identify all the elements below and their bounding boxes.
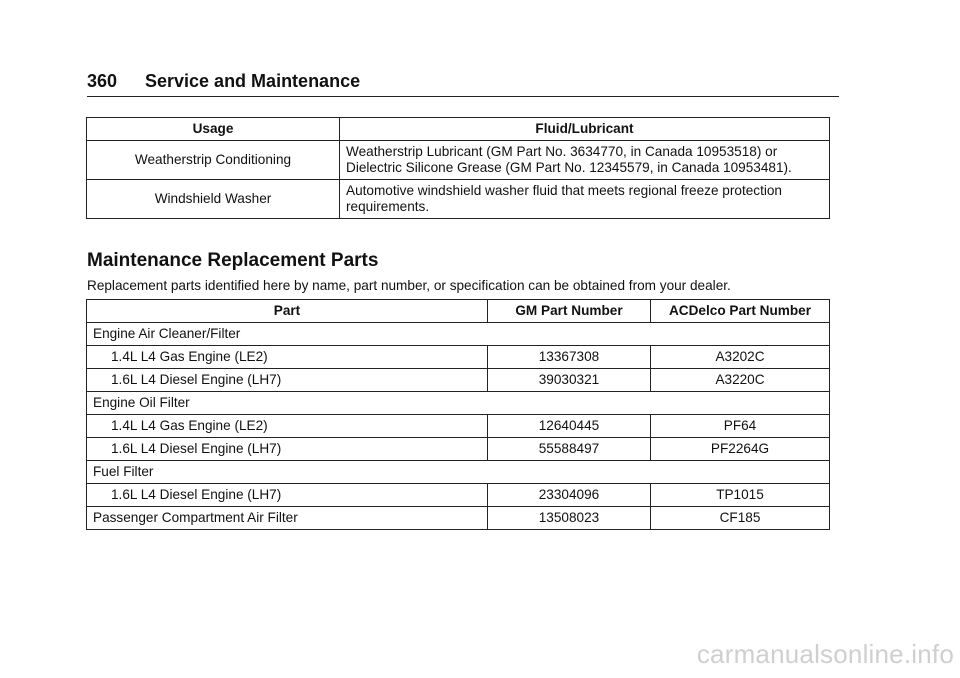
column-header-acdelco-part-number: ACDelco Part Number [651,300,830,323]
gm-part-number-cell: 23304096 [488,484,651,507]
column-header-gm-part-number: GM Part Number [488,300,651,323]
table-row [87,369,830,392]
table-row [87,180,830,219]
part-name-cell: 1.6L L4 Diesel Engine (LH7) [87,484,488,507]
acdelco-part-number-cell: CF185 [651,507,830,530]
table-header-row [87,300,830,323]
table-row [87,484,830,507]
table-row-group [87,392,830,415]
gm-part-number-cell: 13367308 [488,346,651,369]
parts-section-title: Maintenance Replacement Parts [87,250,379,271]
acdelco-part-number-cell: PF2264G [651,438,830,461]
table-row [87,346,830,369]
acdelco-part-number-cell: A3220C [651,369,830,392]
gm-part-number-cell: 39030321 [488,369,651,392]
column-header-part: Part [87,300,488,323]
gm-part-number-cell: 12640445 [488,415,651,438]
acdelco-part-number-cell: A3202C [651,346,830,369]
group-label: Fuel Filter [87,461,830,484]
group-label: Engine Oil Filter [87,392,830,415]
acdelco-part-number-cell: TP1015 [651,484,830,507]
parts-intro-text: Replacement parts identified here by name, part number, or specification can be obtained from your dealer. [87,278,731,293]
table-row [87,415,830,438]
column-header-fluid: Fluid/Lubricant [340,118,830,141]
table-row [87,438,830,461]
part-name-cell: 1.4L L4 Gas Engine (LE2) [87,415,488,438]
fluids-table [86,117,830,219]
page-number: 360 [87,71,118,91]
page-header [87,71,839,97]
group-label: Engine Air Cleaner/Filter [87,323,830,346]
part-name-cell: 1.6L L4 Diesel Engine (LH7) [87,369,488,392]
column-header-usage: Usage [87,118,340,141]
fluid-cell: Automotive windshield washer fluid that meets regional freeze protection requirements. [340,180,830,219]
section-title: Service and Maintenance [145,71,361,91]
part-name-cell: 1.6L L4 Diesel Engine (LH7) [87,438,488,461]
table-row-group [87,323,830,346]
part-name-cell: 1.4L L4 Gas Engine (LE2) [87,346,488,369]
acdelco-part-number-cell: PF64 [651,415,830,438]
table-row [87,507,830,530]
gm-part-number-cell: 13508023 [488,507,651,530]
usage-cell: Weatherstrip Conditioning [87,141,340,180]
table-row [87,141,830,180]
gm-part-number-cell: 55588497 [488,438,651,461]
usage-cell: Windshield Washer [87,180,340,219]
table-row-group [87,461,830,484]
fluid-cell: Weatherstrip Lubricant (GM Part No. 3634770, in Canada 10953518) or Dielectric Silicone Grease (GM Part No. 12345579, in Canada 10953481). [340,141,830,180]
parts-table [86,299,830,530]
table-header-row [87,118,830,141]
watermark-text: carmanualsonline.info [696,639,954,669]
part-name-cell: Passenger Compartment Air Filter [87,507,488,530]
